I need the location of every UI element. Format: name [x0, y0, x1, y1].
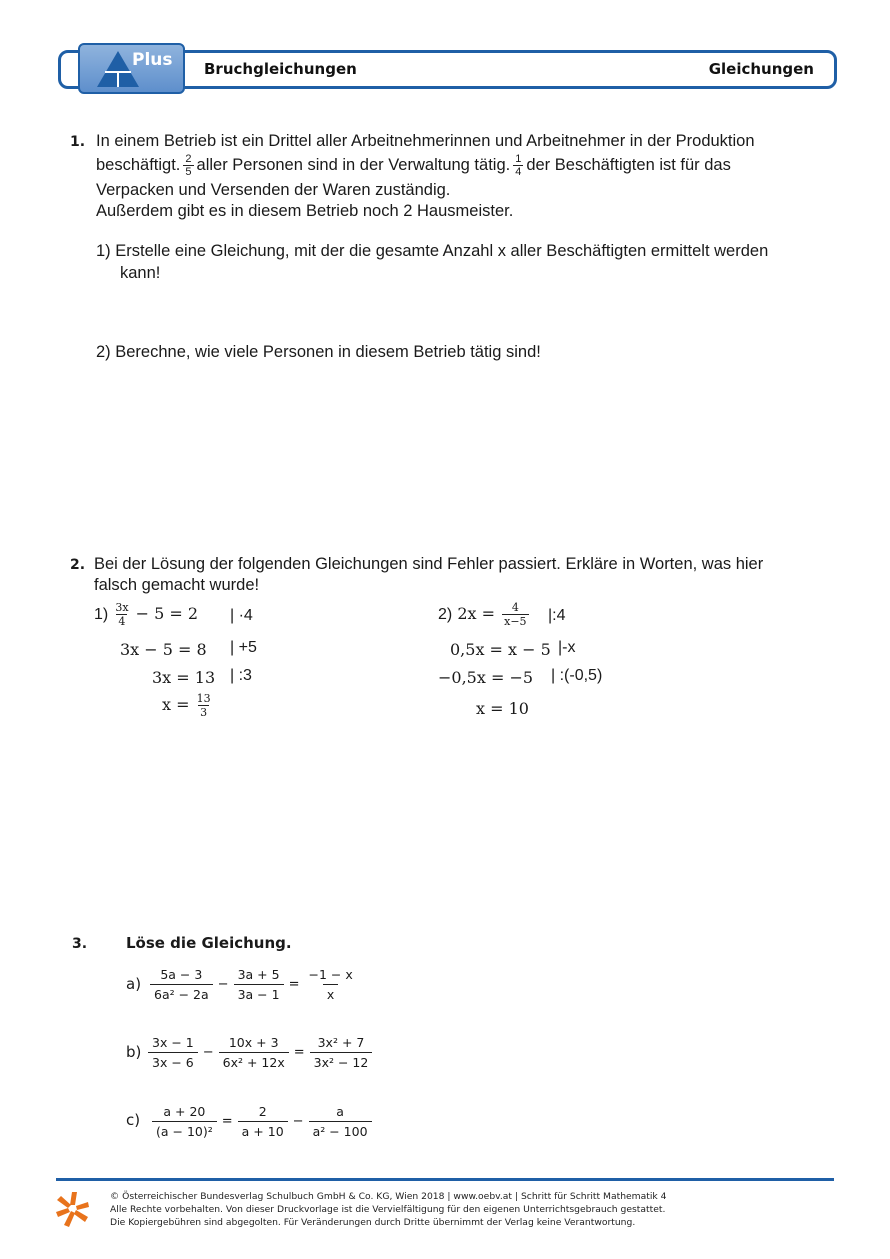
eq-left-row3-op: | :3 — [230, 667, 252, 684]
eq-left-row1-op: | ·4 — [230, 607, 253, 624]
footer-copyright: © Österreichischer Bundesverlag Schulbuch GmbH & Co. KG, Wien 2018 | www.oebv.at | Schritt für Schritt Mathematik 4 — [110, 1191, 667, 1202]
eq-left-row4 — [162, 692, 213, 719]
frac-num: −1 − x — [308, 967, 353, 982]
frac-den: 4 — [118, 615, 126, 628]
frac-num: 10x + 3 — [228, 1035, 279, 1050]
eq-label: 1) — [94, 606, 109, 623]
frac-num: 1 — [515, 153, 522, 166]
frac-den: 3 — [200, 706, 208, 719]
eq-right-row2: 0,5x = x − 5 — [450, 640, 551, 659]
frac-den: 3x² − 12 — [310, 1052, 373, 1070]
frac-3x-over-4 — [115, 601, 128, 628]
eq-left-row1 — [94, 601, 198, 628]
eq-right-row2-op: |-x — [558, 639, 576, 656]
frac-num: 3x² + 7 — [317, 1035, 365, 1050]
plus-logo — [78, 43, 185, 94]
equals: = — [221, 1114, 233, 1129]
frac-den: 3a − 1 — [234, 984, 284, 1002]
footer-fees: Die Kopiergebühren sind abgegolten. Für Veränderungen durch Dritte übernimmt der Verlag keine Verantwortung. — [110, 1217, 636, 1228]
eq-left-row2-op: | +5 — [230, 639, 257, 656]
fraction — [309, 1104, 372, 1139]
eq-right-row4: x = 10 — [476, 699, 529, 718]
eq-right-row3: −0,5x = −5 — [438, 668, 534, 687]
frac-num: 3x — [115, 601, 129, 614]
eq-rest: − 5 = 2 — [135, 604, 199, 623]
page-title: Bruchgleichungen — [204, 60, 357, 78]
frac-4-over-x-minus-5 — [502, 601, 528, 628]
frac-den: 6x² + 12x — [219, 1052, 289, 1070]
fraction — [238, 1104, 288, 1139]
task1-question1-line2: kann! — [120, 264, 161, 282]
footer-rights: Alle Rechte vorbehalten. Von dieser Druckvorlage ist die Vervielfältigung für den eigenen Unterrichtsgebrauch gestattet. — [110, 1204, 666, 1215]
task1-line2-a: beschäftigt. — [96, 156, 181, 174]
eq-lhs: x = — [162, 695, 190, 714]
fraction-one-fourth — [513, 153, 523, 178]
task3-number: 3. — [72, 936, 88, 952]
fraction — [148, 1035, 198, 1070]
equals: = — [293, 1045, 305, 1060]
frac-num: a — [336, 1104, 344, 1119]
frac-den: 4 — [515, 166, 522, 179]
fraction — [219, 1035, 289, 1070]
fraction — [304, 967, 356, 1002]
task3-b-label: b) — [126, 1043, 142, 1061]
task1-question1-line1: 1) Erstelle eine Gleichung, mit der die gesamte Anzahl x aller Beschäftigten ermittelt werden — [96, 242, 769, 260]
eq-left-row2: 3x − 5 = 8 — [120, 640, 207, 659]
frac-den: 3x − 6 — [148, 1052, 198, 1070]
frac-13-over-3 — [197, 692, 211, 719]
eq-left-row3: 3x = 13 — [152, 668, 216, 687]
task3-a-equation — [150, 967, 357, 1002]
frac-den: 5 — [185, 166, 192, 179]
fraction-two-fifths — [183, 153, 193, 178]
task3-c-equation — [152, 1104, 372, 1139]
task2-line2: falsch gemacht wurde! — [94, 576, 260, 594]
task1-question2: 2) Berechne, wie viele Personen in diesem Betrieb tätig sind! — [96, 343, 541, 361]
task1-line3: Verpacken und Versenden der Waren zuständig. — [96, 181, 451, 199]
frac-num: 2 — [185, 153, 192, 166]
fraction — [234, 967, 284, 1002]
operator: − — [202, 1045, 214, 1060]
frac-num: 2 — [258, 1104, 267, 1119]
task2-number: 2. — [70, 557, 86, 573]
task2-line1: Bei der Lösung der folgenden Gleichungen sind Fehler passiert. Erkläre in Worten, was hier — [94, 555, 764, 573]
operator: − — [292, 1114, 304, 1129]
page-topic: Gleichungen — [708, 60, 814, 78]
task3-c-label: c) — [126, 1111, 141, 1129]
task3-a-label: a) — [126, 975, 142, 993]
eq-right-row3-op: | :(-0,5) — [551, 667, 603, 684]
footer-divider — [56, 1178, 834, 1181]
frac-num: 4 — [511, 601, 519, 614]
frac-den: x−5 — [504, 615, 527, 628]
fraction — [310, 1035, 373, 1070]
frac-num: 13 — [196, 692, 211, 705]
logo-text: Plus — [132, 50, 173, 70]
frac-num: 3x − 1 — [152, 1035, 194, 1050]
task1-line1: In einem Betrieb ist ein Drittel aller Arbeitnehmerinnen und Arbeitnehmer in der Produktion — [96, 132, 755, 150]
task1-line2-b: aller Personen sind in der Verwaltung tätig. — [196, 156, 511, 174]
task1-line4: Außerdem gibt es in diesem Betrieb noch 2 Hausmeister. — [96, 202, 514, 220]
equals: = — [288, 977, 300, 992]
task1-line2 — [96, 153, 731, 178]
frac-num: 3a + 5 — [237, 967, 280, 982]
fraction — [152, 1104, 217, 1139]
frac-den: a + 10 — [238, 1121, 288, 1139]
eq-label: 2) — [438, 606, 453, 623]
frac-den: 6a² − 2a — [150, 984, 213, 1002]
frac-den: (a − 10)² — [152, 1121, 217, 1139]
task3-b-equation — [148, 1035, 372, 1070]
frac-den: x — [323, 984, 338, 1002]
task1-line2-c: der Beschäftigten ist für das — [526, 156, 731, 174]
frac-den: a² − 100 — [309, 1121, 372, 1139]
publisher-logo-icon — [54, 1190, 92, 1228]
frac-num: a + 20 — [163, 1104, 206, 1119]
task3-title: Löse die Gleichung. — [126, 934, 292, 952]
frac-num: 5a − 3 — [160, 967, 203, 982]
fraction — [150, 967, 213, 1002]
operator: − — [217, 977, 229, 992]
eq-right-row1-op: |:4 — [548, 607, 566, 624]
task1-number: 1. — [70, 134, 86, 150]
eq-lhs: 2x = — [457, 604, 496, 623]
eq-right-row1 — [438, 601, 531, 628]
